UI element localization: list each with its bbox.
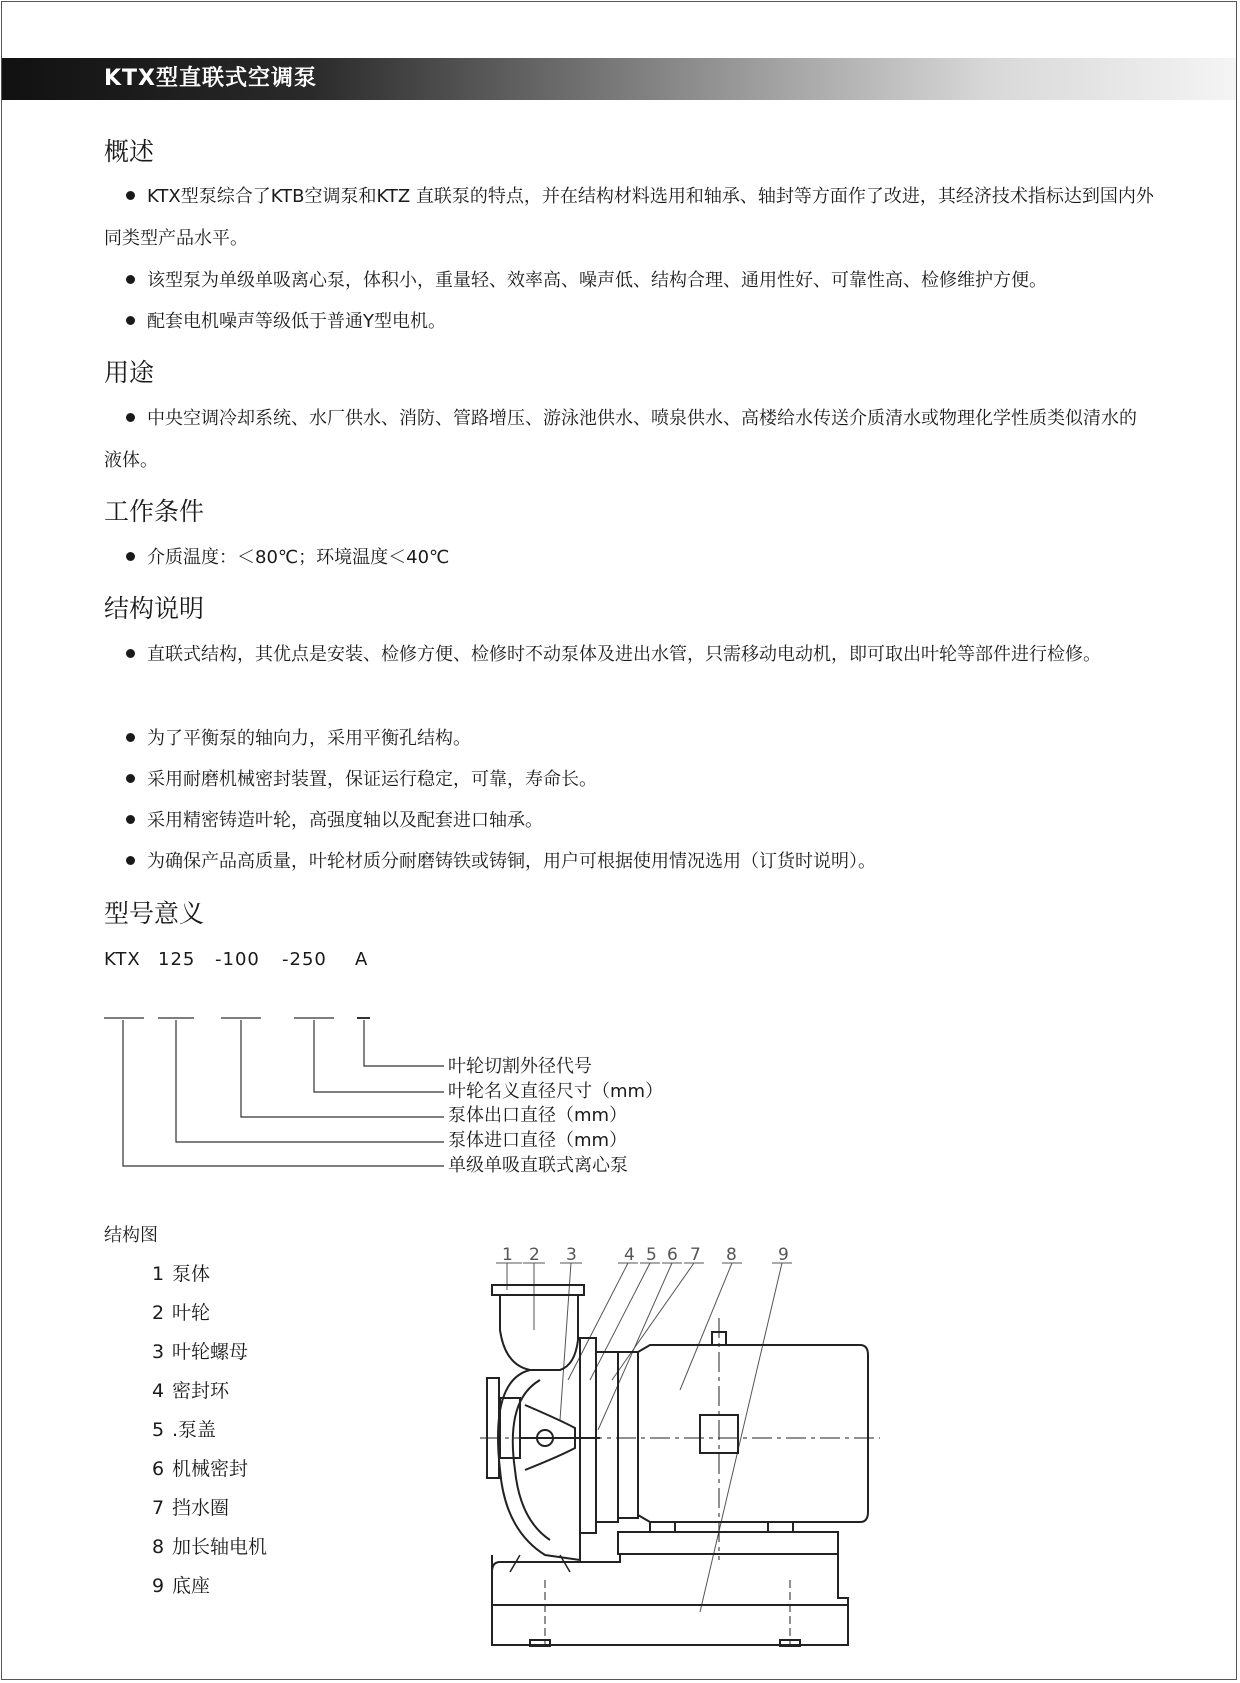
section-title-conditions: 工作条件: [104, 497, 205, 526]
part-item: 3 叶轮螺母: [152, 1341, 249, 1363]
part-item: 2 叶轮: [152, 1302, 211, 1324]
callout-label: 3: [566, 1245, 577, 1265]
part-item: 9 底座: [152, 1575, 211, 1597]
overview-item-2: 该型泵为单级单吸离心泵，体积小，重量轻、效率高、噪声低、结构合理、通用性好、可靠性高、检修维护方便。: [104, 260, 1154, 302]
part-item: 6 机械密封: [152, 1458, 249, 1480]
callout-label: 1: [502, 1245, 513, 1265]
part-item: 5 .泵盖: [152, 1419, 217, 1441]
model-breakdown-lines: [104, 1018, 444, 1166]
pump-diagram: [480, 1245, 880, 1646]
callout-label: 8: [726, 1245, 737, 1265]
callout-label: 6: [667, 1245, 678, 1265]
overview-item-3: 配套电机噪声等级低于普通Y型电机。: [104, 301, 1154, 343]
overview-item-1: KTX型泵综合了KTB空调泵和KTZ 直联泵的特点，并在结构材料选用和轴承、轴封等方面作了改进，其经济技术指标达到国内外同类型产品水平。: [104, 186, 1154, 249]
callout-label: 5: [646, 1245, 657, 1265]
part-item: 4 密封环: [152, 1380, 230, 1402]
model-explanation: 叶轮名义直径尺寸（mm）: [448, 1081, 664, 1102]
model-explanation: 叶轮切割外径代号: [448, 1056, 592, 1077]
model-code-part: KTX: [104, 949, 141, 970]
model-explanation: 单级单吸直联式离心泵: [448, 1155, 628, 1176]
part-item: 1 泵体: [152, 1263, 211, 1285]
structure-item-3: 采用耐磨机械密封装置，保证运行稳定，可靠，寿命长。: [104, 759, 1154, 801]
structure-diagram-title: 结构图: [104, 1225, 158, 1246]
model-code-part: -250: [282, 949, 327, 970]
conditions-item-1: 介质温度：＜80℃；环境温度＜40℃: [104, 537, 1154, 579]
structure-item-4: 采用精密铸造叶轮，高强度轴以及配套进口轴承。: [104, 800, 1154, 842]
structure-item-2: 为了平衡泵的轴向力，采用平衡孔结构。: [104, 718, 1154, 760]
section-title-model: 型号意义: [104, 899, 205, 928]
callout-label: 4: [624, 1245, 635, 1265]
page-title: KTX型直联式空调泵: [104, 66, 318, 91]
section-title-overview: 概述: [104, 137, 155, 166]
section-title-usage: 用途: [104, 358, 155, 387]
part-item: 7 挡水圈: [152, 1497, 230, 1519]
callout-label: 7: [690, 1245, 701, 1265]
model-explanation: 泵体进口直径（mm）: [448, 1130, 628, 1151]
model-code-part: 125: [158, 949, 196, 970]
callout-label: 9: [778, 1245, 789, 1265]
part-item: 8 加长轴电机: [152, 1536, 268, 1558]
model-explanation: 泵体出口直径（mm）: [448, 1105, 628, 1126]
usage-item-1: 中央空调冷却系统、水厂供水、消防、管路增压、游泳池供水、喷泉供水、高楼给水传送介质清水或物理化学性质类似清水的液体。: [104, 408, 1137, 471]
model-code-part: A: [355, 949, 369, 970]
model-code-part: -100: [215, 949, 260, 970]
structure-item-5: 为确保产品高质量，叶轮材质分耐磨铸铁或铸铜，用户可根据使用情况选用（订货时说明）。: [104, 841, 1154, 883]
structure-item-1: 直联式结构，其优点是安装、检修方便、检修时不动泵体及进出水管，只需移动电动机，即可取出叶轮等部件进行检修。: [104, 634, 1154, 676]
section-title-structure: 结构说明: [104, 594, 205, 623]
callout-label: 2: [529, 1245, 540, 1265]
